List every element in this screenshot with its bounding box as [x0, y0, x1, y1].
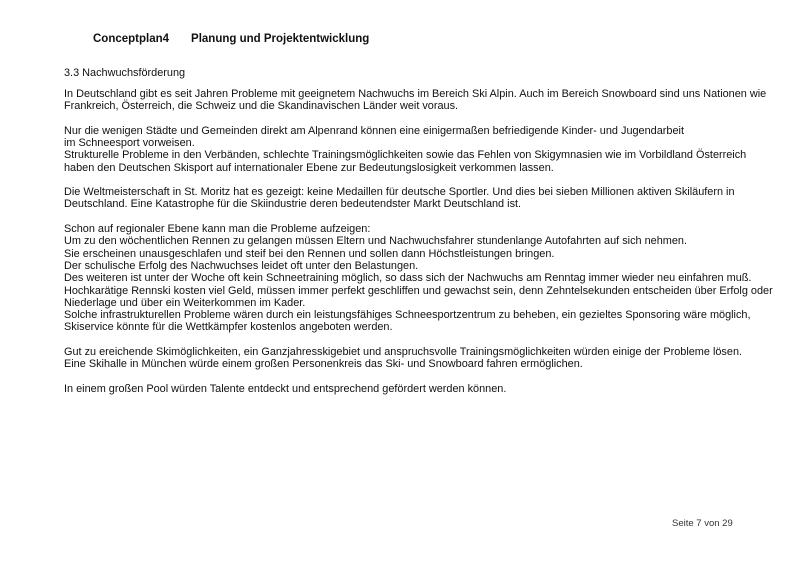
paragraph-gap — [64, 371, 773, 383]
paragraph — [64, 186, 773, 211]
text-line: Niederlage und über ein Weiterkommen im Kader. — [64, 296, 306, 309]
paragraph — [64, 346, 773, 371]
text-line: Hochkarätige Rennski kosten viel Geld, müssen immer perfekt geschliffen und gewachst sein, denn Zehntelsekunden entscheiden über Erfolg oder — [64, 284, 773, 297]
paragraph-gap — [64, 112, 773, 124]
paragraph-gap — [64, 174, 773, 186]
paragraph-gap — [64, 211, 773, 223]
text-line: Skiservice könnte für die Wettkämpfer kostenlos angeboten werden. — [64, 321, 393, 334]
document-body — [64, 67, 773, 395]
section-heading: 3.3 Nachwuchsförderung — [64, 67, 186, 79]
text-line: Der schulische Erfolg des Nachwuchses leidet oft unter den Belastungen. — [64, 259, 419, 272]
paragraph — [64, 223, 773, 334]
page-number: Seite 7 von 29 — [672, 518, 733, 529]
text-line: In einem großen Pool würden Talente entdeckt und entsprechend gefördert werden können. — [64, 382, 507, 395]
text-line: Nur die wenigen Städte und Gemeinden direkt am Alpenrand können eine einigermaßen befriedigende Kinder- und Jugendarbeit — [64, 124, 684, 137]
paragraphs — [64, 88, 773, 395]
text-line: Des weiteren ist unter der Woche oft kein Schneetraining möglich, so dass sich der Nachwuchs am Renntag immer wieder neu einfahren muß. — [64, 272, 752, 285]
paragraph — [64, 383, 773, 395]
document-subtitle: Planung und Projektentwicklung — [191, 33, 370, 45]
text-line: haben den Deutschen Skisport auf internationaler Ebene zur Bedeutungslosigkeit verkommen lassen. — [64, 161, 554, 174]
paragraph-gap — [64, 334, 773, 346]
text-line: im Schneesport vorweisen. — [64, 136, 195, 149]
paragraph — [64, 125, 773, 174]
text-line: In Deutschland gibt es seit Jahren Probleme mit geeignetem Nachwuchs im Bereich Ski Alpin. Auch im Bereich Snowboard sind uns Nationen wie — [64, 87, 767, 100]
text-line: Sie erscheinen unausgeschlafen und steif bei den Rennen und sollen dann Höchstleistungen bringen. — [64, 247, 555, 260]
text-line: Um zu den wöchentlichen Rennen zu gelangen müssen Eltern und Nachwuchsfahrer stundenlange Autofahrten auf sich nehmen. — [64, 235, 687, 248]
page-header — [93, 33, 369, 45]
text-line: Strukturelle Probleme in den Verbänden, schlechte Trainingsmöglichkeiten sowie das Fehlen von Skigymnasien wie im Vorbildland Österreich — [64, 149, 747, 162]
text-line: Deutschland. Eine Katastrophe für die Skiindustrie deren bedeutendster Markt Deutschland ist. — [64, 198, 522, 211]
text-line: Die Weltmeisterschaft in St. Moritz hat es gezeigt: keine Medaillen für deutsche Sportler. Und dies bei sieben Millionen aktiven Skiläufern in — [64, 186, 735, 199]
text-line: Frankreich, Österreich, die Schweiz und die Skandinavischen Länder weit voraus. — [64, 100, 459, 113]
text-line: Eine Skihalle in München würde einem großen Personenkreis das Ski- und Snowboard fahren ermöglichen. — [64, 358, 583, 371]
text-line: Schon auf regionaler Ebene kann man die Probleme aufzeigen: — [64, 223, 371, 236]
document-name: Conceptplan4 — [93, 33, 170, 45]
text-line: Gut zu ereichende Skimöglichkeiten, ein Ganzjahresskigebiet und anspruchsvolle Trainingsmöglichkeiten würden einige der Probleme lösen. — [64, 346, 743, 359]
paragraph — [64, 88, 773, 113]
text-line: Solche infrastrukturellen Probleme wären durch ein leistungsfähiges Schneesportzentrum zu beheben, ein gezieltes Sponsoring wäre möglich, — [64, 309, 751, 322]
